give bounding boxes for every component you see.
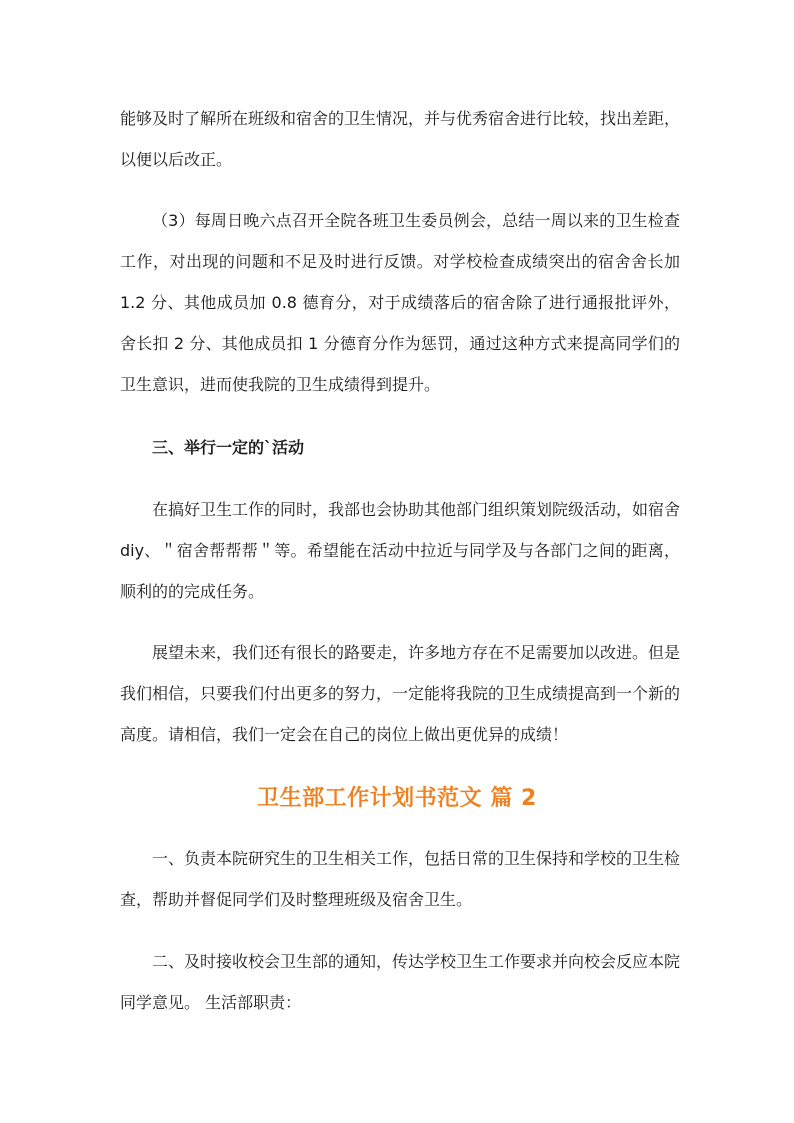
paragraph-outlook: 展望未来，我们还有很长的路要走，许多地方存在不足需要加以改进。但是我们相信，只要我们付出更多的努力，一定能将我院的卫生成绩提高到一个新的高度。请相信，我们一定会在自己的岗位上做出更优异的成绩！ (120, 643, 681, 744)
paragraph-activity: 在搞好卫生工作的同时，我部也会协助其他部门组织策划院级活动，如宿舍diy、＂宿舍帮帮帮＂等。希望能在活动中拉近与同学及与各部门之间的距离，顺利的的完成任务。 (120, 500, 681, 601)
paragraph-item-3: （3）每周日晚六点召开全院各班卫生委员例会，总结一周以来的卫生检查工作，对出现的问题和不足及时进行反馈。对学校检查成绩突出的宿舍舍长加1.2 分、其他成员加 0.8 德育分，对于成绩落后的宿舍除了进行通报批评外，舍长扣 2 分、其他成员扣 1 分德育分作为惩罚，通过这种方式来提高同学们的卫生意识，进而使我院的卫生成绩得到提升。 (120, 211, 680, 394)
paragraph-continuation: 能够及时了解所在班级和宿舍的卫生情况，并与优秀宿舍进行比较，找出差距，以便以后改正。 (120, 109, 681, 169)
paragraph-item-2: 二、及时接收校会卫生部的通知，传达学校卫生工作要求并向校会反应本院同学意见。 生活部职责： (120, 952, 681, 1012)
paragraph-item-1: 一、负责本院研究生的卫生相关工作，包括日常的卫生保持和学校的卫生检查，帮助并督促同学们及时整理班级及宿舍卫生。 (120, 849, 681, 909)
section-title: 卫生部工作计划书范文 篇 2 (257, 786, 537, 811)
section-heading-3: 三、举行一定的`活动 (152, 438, 305, 457)
